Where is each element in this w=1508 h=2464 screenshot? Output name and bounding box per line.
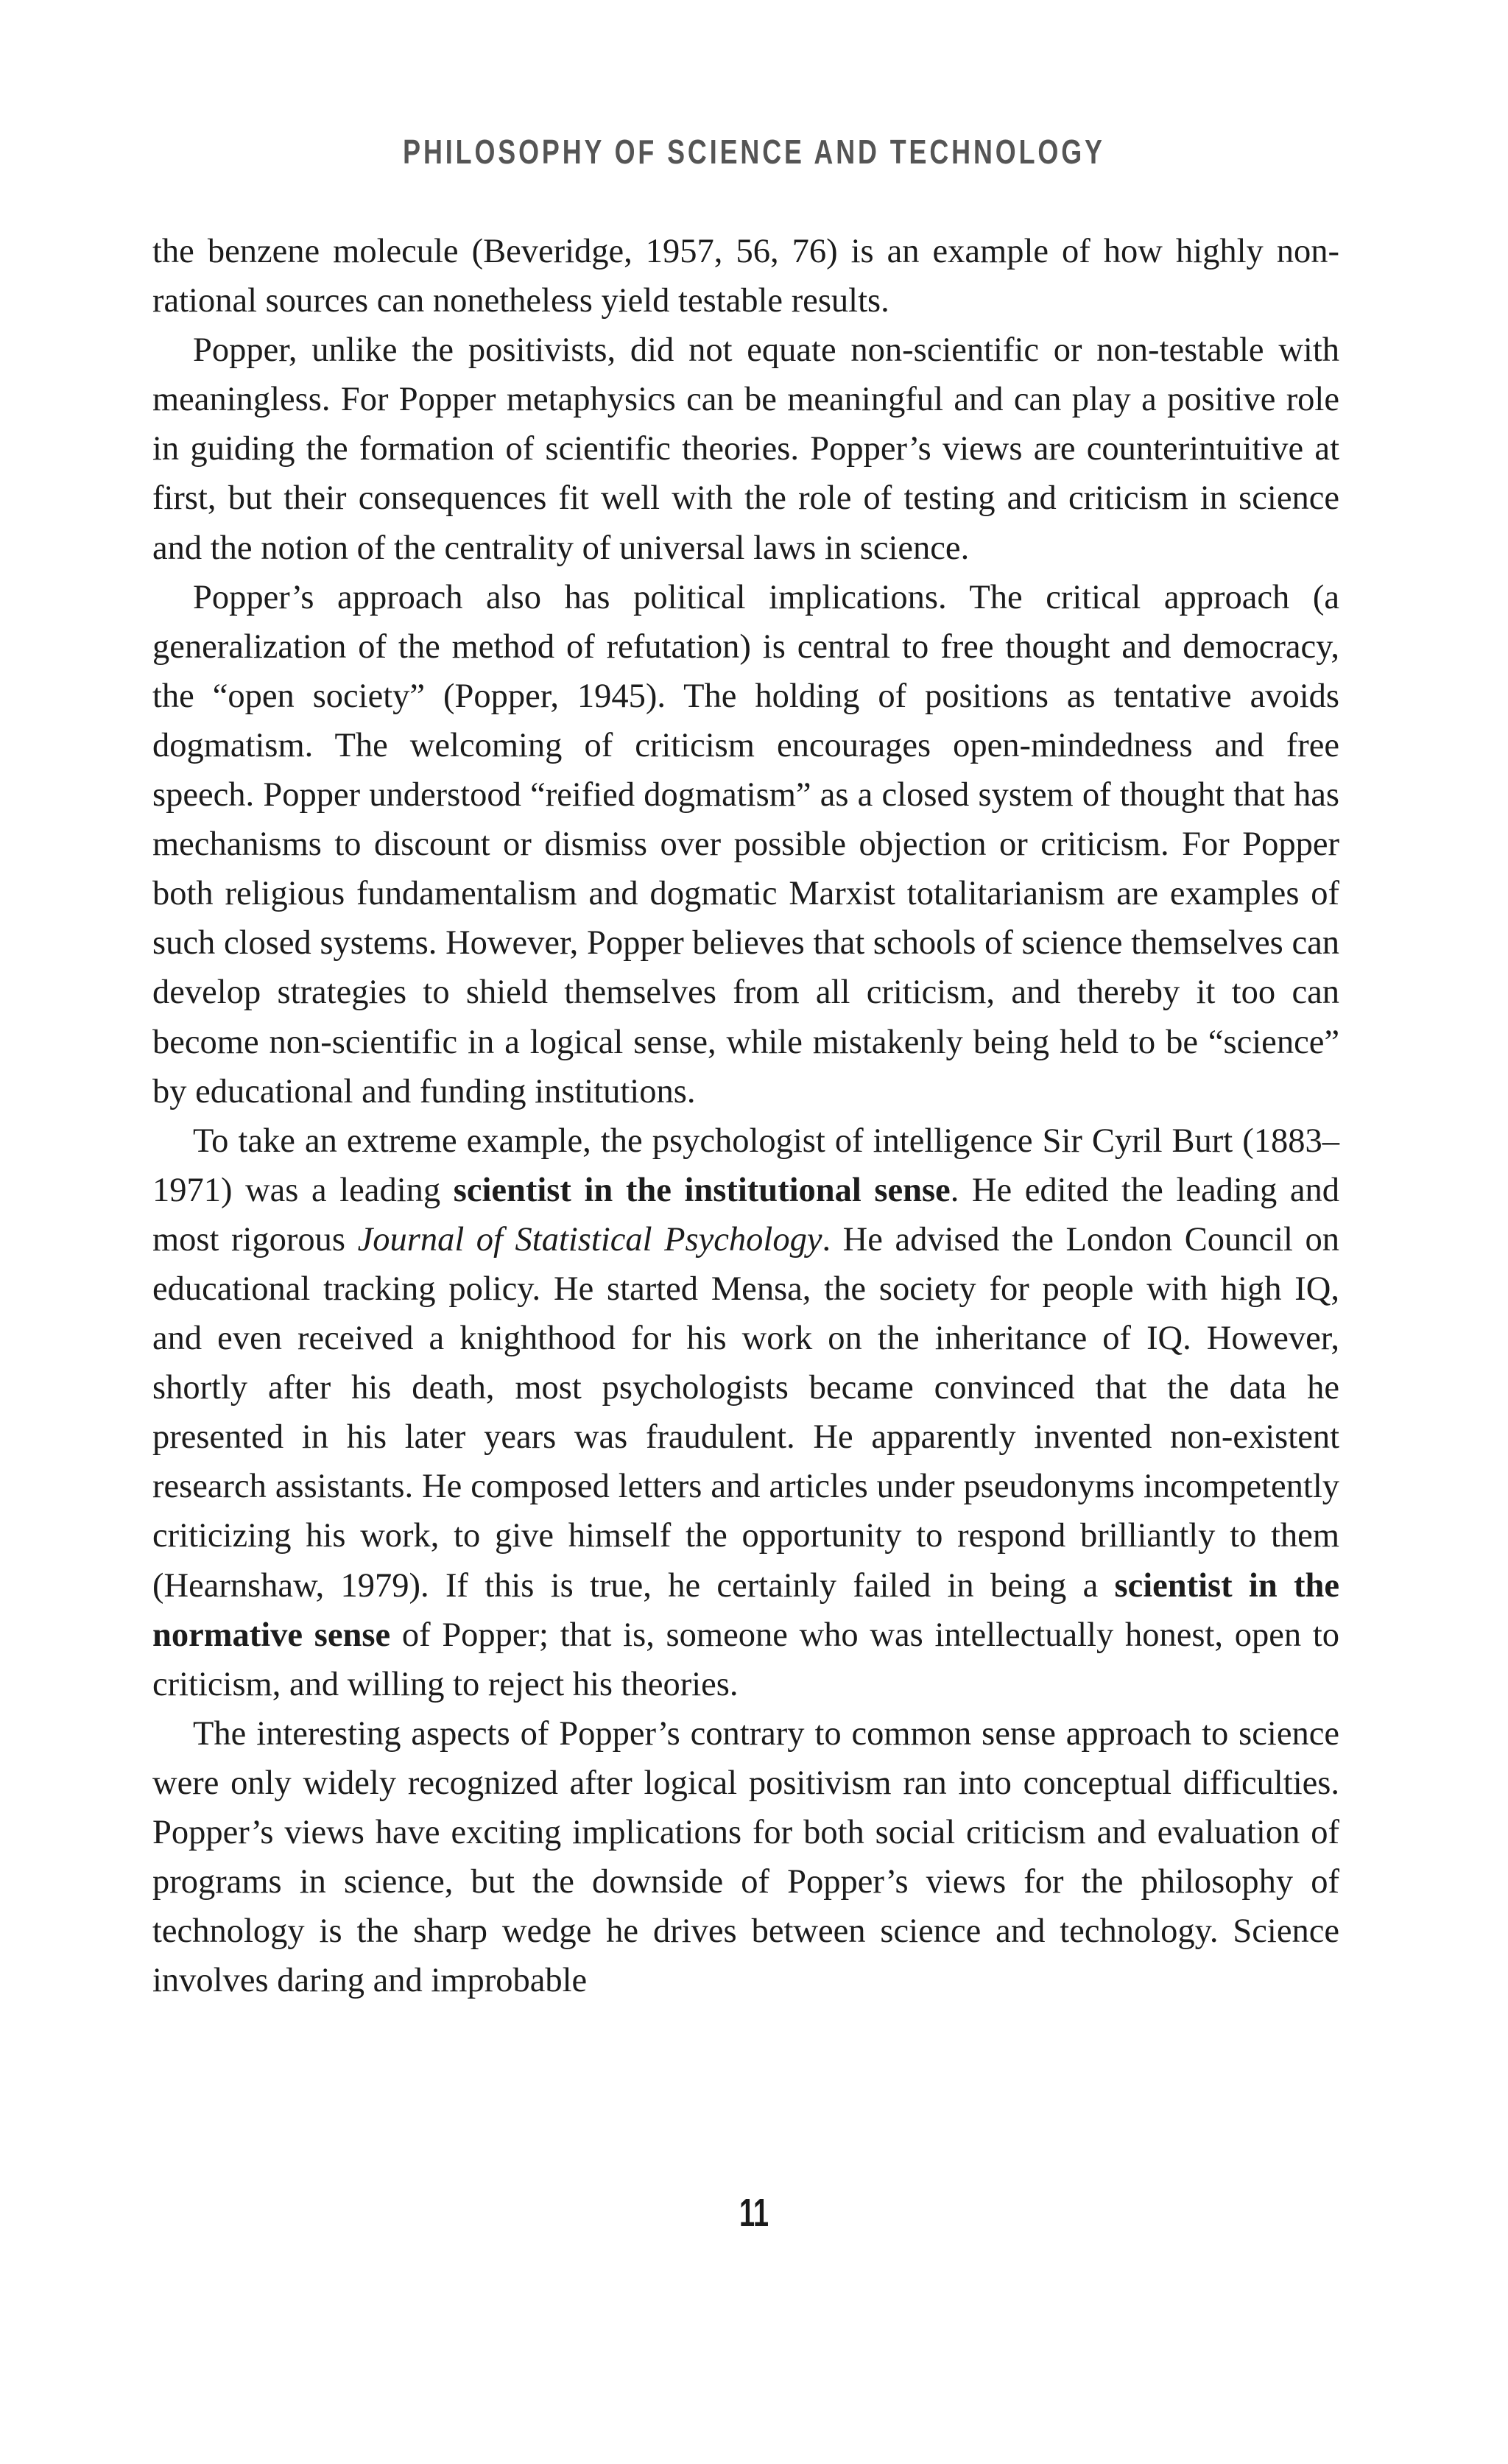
emphasis-institutional-sense: scientist in the institutional sense [453,1171,951,1209]
paragraph-1 [152,227,1339,325]
running-head: PHILOSOPHY OF SCIENCE AND TECHNOLOGY [403,133,1105,171]
paragraph-2 [152,325,1339,572]
page-number: 11 [739,2191,769,2235]
paragraph-text: of Popper; that is, someone who was intellectually honest, open to criticism, and willing to reject his theories. [152,1616,1340,1703]
paragraph-text: The interesting aspects of Popper’s contrary to common sense approach to science were only widely recognized after logical positivism ran into conceptual difficulties. Popper’s views have exciting implications for both social criticism and evaluation of programs in science, but the downside of Popper’s views for the philosophy of technology is the sharp wedge he drives between science and technology. Science involves daring and improbable [152,1714,1339,2000]
paragraph-3 [152,573,1339,1116]
body-text [152,227,1339,2005]
paragraph-text: . He edited the leading and most rigorous [152,1171,1340,1259]
paragraph-text: . He advised the London Council on educational tracking policy. He started Mensa, the society for people with high IQ, and even received a knighthood for his work on the inheritance of IQ. However, shortly after his death, most psychologists became convinced that the data he presented in his later years was fraudulent. He apparently invented non-existent research assistants. He composed letters and articles under pseudonyms incompetently criticizing his work, to give himself the opportunity to respond brilliantly to them (Hearnshaw, 1979). If this is true, he certainly failed in being a [152,1220,1340,1605]
paragraph-4 [152,1116,1339,1709]
paragraph-text: Popper’s approach also has political implications. The critical approach (a generalization of the method of refutation) is central to free thought and democracy, the “open society” (Popper, 1945). The holding of positions as tentative avoids dogmatism. The welcoming of criticism encourages open-mindedness and free speech. Popper understood “reified dogmatism” as a closed system of thought that has mechanisms to discount or dismiss over possible objection or criticism. For Popper both religious fundamentalism and dogmatic Marxist totalitarianism are examples of such closed systems. However, Popper believes that schools of science themselves can develop strategies to shield themselves from all criticism, and thereby it too can become non-scientific in a logical sense, while mistakenly being held to be “science” by educational and funding institutions. [152,578,1339,1110]
paragraph-text: the benzene molecule (Beveridge, 1957, 56, 76) is an example of how highly non-rational sources can nonetheless yield testable results. [152,233,1339,320]
paragraph-text: To take an extreme example, the psychologist of intelligence Sir Cyril Burt (1883–1971) was a leading [152,1122,1339,1209]
journal-title: Journal of Statistical Psychology [357,1220,822,1259]
paragraph-5 [152,1709,1339,2006]
paragraph-text: Popper, unlike the positivists, did not equate non-scientific or non-testable with meaningless. For Popper metaphysics can be meaningful and can play a positive role in guiding the formation of scientific theories. Popper’s views are counterintuitive at first, but their consequences fit well with the role of testing and criticism in science and the notion of the centrality of universal laws in science. [152,331,1339,567]
emphasis-normative-sense: scientist in the normative sense [152,1566,1339,1654]
